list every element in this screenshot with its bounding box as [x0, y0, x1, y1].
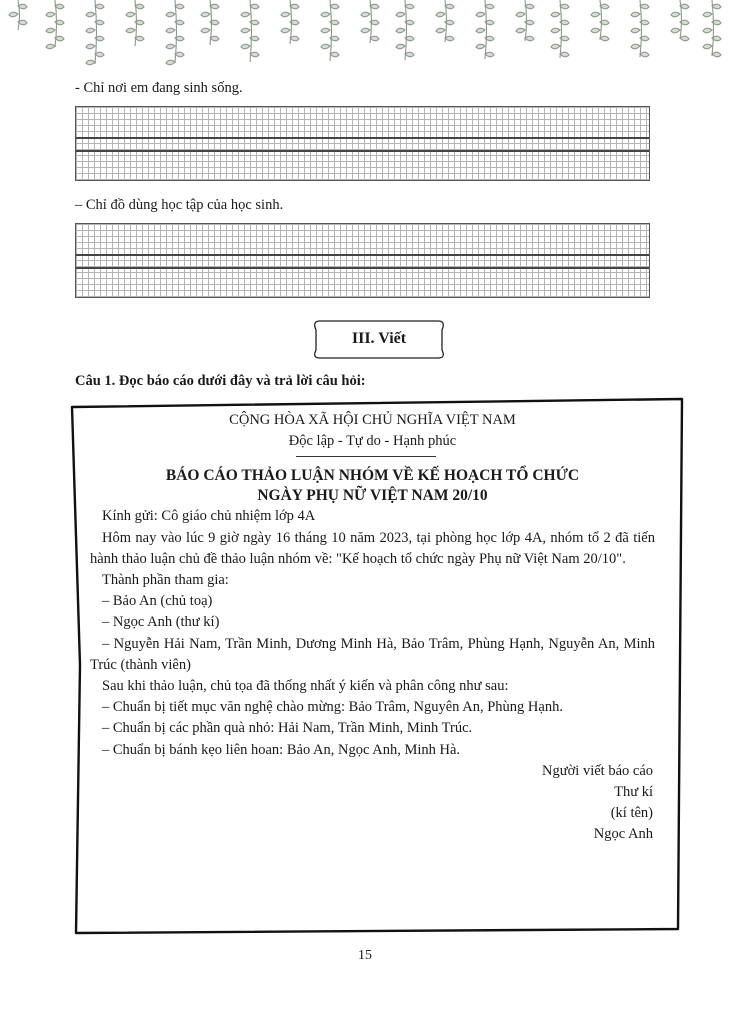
participant-item: – Bảo An (chủ toạ) — [102, 593, 213, 610]
signature-title: Thư kí — [614, 784, 653, 801]
grid-line — [76, 137, 649, 139]
participant-item: – Ngọc Anh (thư kí) — [102, 614, 220, 631]
assignment-item: – Chuẩn bị bánh kẹo liên hoan: Bảo An, Ngọc Anh, Minh Hà. — [102, 741, 461, 758]
motto-underline — [90, 452, 655, 456]
signature-note: (kí tên) — [610, 805, 653, 822]
report-title-line-2: NGÀY PHỤ NỮ VIỆT NAM 20/10 — [257, 487, 488, 505]
writing-prompt-1: - Chỉ nơi em đang sinh sống. — [75, 80, 243, 96]
report-greeting: Kính gửi: Cô giáo chủ nhiệm lớp 4A — [102, 508, 316, 525]
report-document — [90, 410, 655, 846]
grid-line — [76, 150, 649, 152]
handwriting-grid-1[interactable] — [75, 106, 650, 181]
signature-name: Ngọc Anh — [593, 826, 653, 843]
report-intro: Hôm nay vào lúc 9 giờ ngày 16 tháng 10 năm 2023, tại phòng học lớp 4A, nhóm tổ 2 đã tiến hành thảo luận chủ đề thảo luận nhóm về: "Kế hoạch tổ chức ngày Phụ nữ Việt Nam 20/10". — [90, 529, 655, 567]
report-nation: CỘNG HÒA XÃ HỘI CHỦ NGHĨA VIỆT NAM — [229, 412, 516, 428]
assignment-item: – Chuẩn bị các phần quà nhỏ: Hải Nam, Trần Minh, Minh Trúc. — [102, 720, 473, 737]
decision-intro: Sau khi thảo luận, chủ tọa đã thống nhất ý kiến và phân công như sau: — [102, 678, 509, 695]
report-title-line-1: BÁO CÁO THẢO LUẬN NHÓM VỀ KẾ HOẠCH TỔ CHỨC — [165, 467, 580, 485]
handwriting-grid-2[interactable] — [75, 223, 650, 298]
leaf-vine-icon — [0, 0, 730, 70]
writing-prompt-2: – Chỉ đồ dùng học tập của học sinh. — [75, 197, 284, 213]
section-title: III. Viết — [351, 330, 407, 347]
signature-role: Người viết báo cáo — [542, 762, 653, 779]
participants-heading: Thành phần tham gia: — [102, 572, 229, 589]
question-heading: Câu 1. Đọc báo cáo dưới đây và trả lời câu hỏi: — [75, 373, 366, 389]
report-motto: Độc lập - Tự do - Hạnh phúc — [288, 433, 457, 450]
assignment-item: – Chuẩn bị tiết mục văn nghệ chào mừng: Bảo Trâm, Nguyên An, Phùng Hạnh. — [102, 699, 563, 716]
grid-line — [76, 267, 649, 269]
participant-item: – Nguyễn Hải Nam, Trần Minh, Dương Minh Hà, Bảo Trâm, Phùng Hạnh, Nguyễn An, Minh Trúc (thành viên) — [90, 635, 655, 673]
page-number: 15 — [358, 948, 372, 963]
grid-line — [76, 254, 649, 256]
